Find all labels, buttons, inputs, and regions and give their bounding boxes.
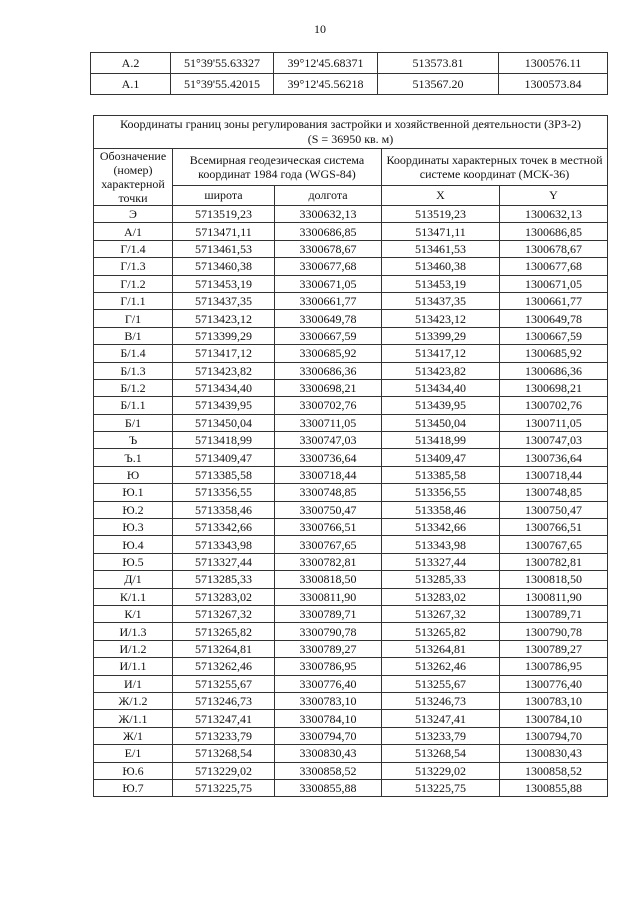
cell-x: 513567.20 — [378, 74, 499, 95]
cell-longitude: 3300766,51 — [275, 519, 382, 536]
cell-longitude: 3300686,36 — [275, 362, 382, 379]
cell-point: И/1.2 — [94, 640, 173, 657]
cell-x: 513267,32 — [382, 605, 500, 622]
cell-x: 513356,55 — [382, 484, 500, 501]
cell-point: Ю.1 — [94, 484, 173, 501]
header-point: Обозначение (номер) характерной точки — [94, 149, 173, 206]
cell-latitude: 51°39'55.63327 — [171, 53, 274, 74]
cell-x: 513247,41 — [382, 710, 500, 727]
cell-y: 1300573.84 — [499, 74, 608, 95]
cell-y: 1300661,77 — [500, 292, 608, 309]
table-row — [94, 379, 608, 396]
cell-x: 513423,82 — [382, 362, 500, 379]
cell-x: 513265,82 — [382, 623, 500, 640]
cell-x: 513409,47 — [382, 449, 500, 466]
table-row — [94, 275, 608, 292]
cell-point: Ю — [94, 466, 173, 483]
cell-longitude: 3300855,88 — [275, 779, 382, 796]
cell-longitude: 3300747,03 — [275, 432, 382, 449]
table-row — [94, 658, 608, 675]
cell-longitude: 3300858,52 — [275, 762, 382, 779]
cell-x: 513434,40 — [382, 379, 500, 396]
cell-y: 1300686,85 — [500, 223, 608, 240]
cell-point: Г/1.1 — [94, 292, 173, 309]
cell-latitude: 5713453,19 — [173, 275, 275, 292]
table-row — [94, 223, 608, 240]
cell-y: 1300794,70 — [500, 727, 608, 744]
cell-latitude: 5713471,11 — [173, 223, 275, 240]
cell-longitude: 3300830,43 — [275, 745, 382, 762]
cell-x: 513573.81 — [378, 53, 499, 74]
cell-y: 1300855,88 — [500, 779, 608, 796]
cell-point: К/1 — [94, 605, 173, 622]
cell-latitude: 5713285,33 — [173, 571, 275, 588]
table-row — [94, 623, 608, 640]
cell-point: Ъ.1 — [94, 449, 173, 466]
main-table-body — [94, 206, 608, 797]
cell-point: Ю.5 — [94, 553, 173, 570]
cell-point: Б/1 — [94, 414, 173, 431]
cell-longitude: 3300718,44 — [275, 466, 382, 483]
cell-latitude: 5713437,35 — [173, 292, 275, 309]
cell-longitude: 3300776,40 — [275, 675, 382, 692]
cell-x: 513453,19 — [382, 275, 500, 292]
cell-latitude: 5713246,73 — [173, 692, 275, 709]
cell-y: 1300811,90 — [500, 588, 608, 605]
cell-x: 513229,02 — [382, 762, 500, 779]
cell-x: 513423,12 — [382, 310, 500, 327]
table-title-line1: Координаты границ зоны регулирования застройки и хозяйственной деятельности (ЗРЗ-2) — [120, 117, 581, 131]
cell-point: А/1 — [94, 223, 173, 240]
table-title — [94, 116, 608, 149]
table-row — [94, 501, 608, 518]
subheader-longitude: долгота — [275, 185, 382, 205]
cell-latitude: 5713283,02 — [173, 588, 275, 605]
zrz2-coordinates-table — [93, 115, 608, 797]
cell-longitude: 3300750,47 — [275, 501, 382, 518]
cell-y: 1300767,65 — [500, 536, 608, 553]
cell-longitude: 3300698,21 — [275, 379, 382, 396]
cell-point: Д/1 — [94, 571, 173, 588]
table-row — [94, 292, 608, 309]
cell-longitude: 3300671,05 — [275, 275, 382, 292]
cell-latitude: 5713418,99 — [173, 432, 275, 449]
cell-latitude: 5713356,55 — [173, 484, 275, 501]
cell-point: Ю.7 — [94, 779, 173, 796]
cell-latitude: 5713262,46 — [173, 658, 275, 675]
cell-latitude: 5713342,66 — [173, 519, 275, 536]
cell-longitude: 3300786,95 — [275, 658, 382, 675]
cell-longitude: 3300790,78 — [275, 623, 382, 640]
cell-point: Б/1.4 — [94, 345, 173, 362]
cell-latitude: 5713327,44 — [173, 553, 275, 570]
cell-latitude: 5713417,12 — [173, 345, 275, 362]
cell-y: 1300632,13 — [500, 206, 608, 223]
cell-latitude: 5713434,40 — [173, 379, 275, 396]
cell-point: А.2 — [91, 53, 171, 74]
table-row — [94, 397, 608, 414]
subheader-latitude: широта — [173, 185, 275, 205]
cell-latitude: 5713247,41 — [173, 710, 275, 727]
cell-latitude: 5713265,82 — [173, 623, 275, 640]
cell-x: 513471,11 — [382, 223, 500, 240]
cell-longitude: 3300783,10 — [275, 692, 382, 709]
cell-point: Г/1.2 — [94, 275, 173, 292]
cell-y: 1300830,43 — [500, 745, 608, 762]
cell-point: Г/1 — [94, 310, 173, 327]
cell-point: Е/1 — [94, 745, 173, 762]
cell-y: 1300818,50 — [500, 571, 608, 588]
cell-latitude: 5713399,29 — [173, 327, 275, 344]
cell-point: Ъ — [94, 432, 173, 449]
cell-point: И/1.3 — [94, 623, 173, 640]
cell-point: И/1.1 — [94, 658, 173, 675]
table-row — [94, 206, 608, 223]
cell-latitude: 5713460,38 — [173, 258, 275, 275]
cell-x: 513439,95 — [382, 397, 500, 414]
cell-point: В/1 — [94, 327, 173, 344]
cell-latitude: 5713450,04 — [173, 414, 275, 431]
cell-longitude: 3300811,90 — [275, 588, 382, 605]
table-row — [94, 553, 608, 570]
cell-x: 513437,35 — [382, 292, 500, 309]
cell-latitude: 5713409,47 — [173, 449, 275, 466]
table-row — [94, 310, 608, 327]
cell-y: 1300784,10 — [500, 710, 608, 727]
cell-y: 1300711,05 — [500, 414, 608, 431]
cell-point: К/1.1 — [94, 588, 173, 605]
cell-x: 513283,02 — [382, 588, 500, 605]
cell-x: 513342,66 — [382, 519, 500, 536]
cell-y: 1300667,59 — [500, 327, 608, 344]
table-row — [94, 432, 608, 449]
cell-longitude: 3300711,05 — [275, 414, 382, 431]
cell-latitude: 5713358,46 — [173, 501, 275, 518]
cell-point: Б/1.2 — [94, 379, 173, 396]
cell-longitude: 3300789,71 — [275, 605, 382, 622]
cell-x: 513262,46 — [382, 658, 500, 675]
cell-longitude: 3300736,64 — [275, 449, 382, 466]
cell-point: А.1 — [91, 74, 171, 95]
cell-y: 1300736,64 — [500, 449, 608, 466]
top-table-body — [91, 53, 608, 95]
table-row — [94, 240, 608, 257]
cell-longitude: 3300678,67 — [275, 240, 382, 257]
cell-point: Г/1.3 — [94, 258, 173, 275]
cell-y: 1300748,85 — [500, 484, 608, 501]
table-row — [94, 414, 608, 431]
cell-point: Э — [94, 206, 173, 223]
cell-latitude: 5713268,54 — [173, 745, 275, 762]
table-row — [94, 727, 608, 744]
cell-y: 1300678,67 — [500, 240, 608, 257]
table-row — [94, 745, 608, 762]
header-wgs84: Всемирная геодезическая система координат 1984 года (WGS-84) — [173, 149, 382, 186]
cell-longitude: 3300702,76 — [275, 397, 382, 414]
table-row — [94, 779, 608, 796]
cell-point: Ю.2 — [94, 501, 173, 518]
table-row — [91, 74, 608, 95]
cell-y: 1300677,68 — [500, 258, 608, 275]
cell-y: 1300747,03 — [500, 432, 608, 449]
cell-latitude: 5713461,53 — [173, 240, 275, 257]
cell-x: 513418,99 — [382, 432, 500, 449]
cell-x: 513285,33 — [382, 571, 500, 588]
cell-longitude: 3300677,68 — [275, 258, 382, 275]
cell-y: 1300766,51 — [500, 519, 608, 536]
cell-point: Ж/1.2 — [94, 692, 173, 709]
cell-point: Г/1.4 — [94, 240, 173, 257]
cell-x: 513225,75 — [382, 779, 500, 796]
cell-longitude: 3300748,85 — [275, 484, 382, 501]
cell-longitude: 3300767,65 — [275, 536, 382, 553]
cell-x: 513246,73 — [382, 692, 500, 709]
cell-y: 1300783,10 — [500, 692, 608, 709]
cell-x: 513264,81 — [382, 640, 500, 657]
cell-x: 513268,54 — [382, 745, 500, 762]
cell-x: 513461,53 — [382, 240, 500, 257]
cell-x: 513385,58 — [382, 466, 500, 483]
cell-y: 1300786,95 — [500, 658, 608, 675]
cell-latitude: 5713423,82 — [173, 362, 275, 379]
cell-latitude: 5713264,81 — [173, 640, 275, 657]
cell-y: 1300649,78 — [500, 310, 608, 327]
cell-latitude: 5713439,95 — [173, 397, 275, 414]
cell-longitude: 3300789,27 — [275, 640, 382, 657]
header-msk36: Координаты характерных точек в местной системе координат (МСК-36) — [382, 149, 608, 186]
cell-longitude: 39°12'45.56218 — [274, 74, 378, 95]
cell-latitude: 5713255,67 — [173, 675, 275, 692]
cell-longitude: 3300686,85 — [275, 223, 382, 240]
table-row — [94, 466, 608, 483]
cell-point: Б/1.3 — [94, 362, 173, 379]
cell-y: 1300698,21 — [500, 379, 608, 396]
cell-longitude: 3300649,78 — [275, 310, 382, 327]
cell-point: Ю.3 — [94, 519, 173, 536]
table-row — [94, 640, 608, 657]
cell-longitude: 3300667,59 — [275, 327, 382, 344]
table-title-line2: (S = 36950 кв. м) — [307, 132, 394, 146]
page-number: 10 — [314, 22, 326, 36]
cell-latitude: 5713343,98 — [173, 536, 275, 553]
cell-longitude: 3300685,92 — [275, 345, 382, 362]
cell-y: 1300576.11 — [499, 53, 608, 74]
table-row — [94, 762, 608, 779]
table-row — [94, 484, 608, 501]
cell-longitude: 3300782,81 — [275, 553, 382, 570]
cell-latitude: 5713267,32 — [173, 605, 275, 622]
cell-point: Ж/1.1 — [94, 710, 173, 727]
cell-longitude: 3300661,77 — [275, 292, 382, 309]
cell-point: И/1 — [94, 675, 173, 692]
cell-y: 1300790,78 — [500, 623, 608, 640]
cell-latitude: 5713423,12 — [173, 310, 275, 327]
cell-longitude: 3300632,13 — [275, 206, 382, 223]
cell-latitude: 5713385,58 — [173, 466, 275, 483]
top-coordinates-table — [90, 52, 608, 95]
cell-x: 513343,98 — [382, 536, 500, 553]
cell-longitude: 3300794,70 — [275, 727, 382, 744]
cell-y: 1300776,40 — [500, 675, 608, 692]
cell-y: 1300718,44 — [500, 466, 608, 483]
cell-x: 513460,38 — [382, 258, 500, 275]
cell-x: 513417,12 — [382, 345, 500, 362]
cell-y: 1300789,71 — [500, 605, 608, 622]
cell-longitude: 39°12'45.68371 — [274, 53, 378, 74]
table-row — [94, 519, 608, 536]
table-row — [94, 536, 608, 553]
cell-x: 513399,29 — [382, 327, 500, 344]
cell-y: 1300750,47 — [500, 501, 608, 518]
table-row — [91, 53, 608, 74]
cell-x: 513327,44 — [382, 553, 500, 570]
cell-longitude: 3300784,10 — [275, 710, 382, 727]
table-row — [94, 675, 608, 692]
cell-latitude: 5713233,79 — [173, 727, 275, 744]
cell-point: Ю.4 — [94, 536, 173, 553]
cell-y: 1300782,81 — [500, 553, 608, 570]
table-row — [94, 345, 608, 362]
cell-y: 1300686,36 — [500, 362, 608, 379]
cell-x: 513450,04 — [382, 414, 500, 431]
cell-x: 513519,23 — [382, 206, 500, 223]
subheader-x: X — [382, 185, 500, 205]
cell-latitude: 51°39'55.42015 — [171, 74, 274, 95]
table-row — [94, 362, 608, 379]
cell-y: 1300858,52 — [500, 762, 608, 779]
cell-x: 513233,79 — [382, 727, 500, 744]
table-row — [94, 258, 608, 275]
cell-y: 1300702,76 — [500, 397, 608, 414]
cell-point: Ж/1 — [94, 727, 173, 744]
subheader-y: Y — [500, 185, 608, 205]
cell-latitude: 5713225,75 — [173, 779, 275, 796]
table-row — [94, 710, 608, 727]
cell-x: 513358,46 — [382, 501, 500, 518]
cell-y: 1300789,27 — [500, 640, 608, 657]
table-row — [94, 692, 608, 709]
table-row — [94, 449, 608, 466]
table-row — [94, 571, 608, 588]
cell-point: Б/1.1 — [94, 397, 173, 414]
cell-latitude: 5713519,23 — [173, 206, 275, 223]
table-row — [94, 327, 608, 344]
cell-latitude: 5713229,02 — [173, 762, 275, 779]
cell-y: 1300671,05 — [500, 275, 608, 292]
cell-y: 1300685,92 — [500, 345, 608, 362]
cell-longitude: 3300818,50 — [275, 571, 382, 588]
table-row — [94, 588, 608, 605]
cell-point: Ю.6 — [94, 762, 173, 779]
cell-x: 513255,67 — [382, 675, 500, 692]
table-row — [94, 605, 608, 622]
